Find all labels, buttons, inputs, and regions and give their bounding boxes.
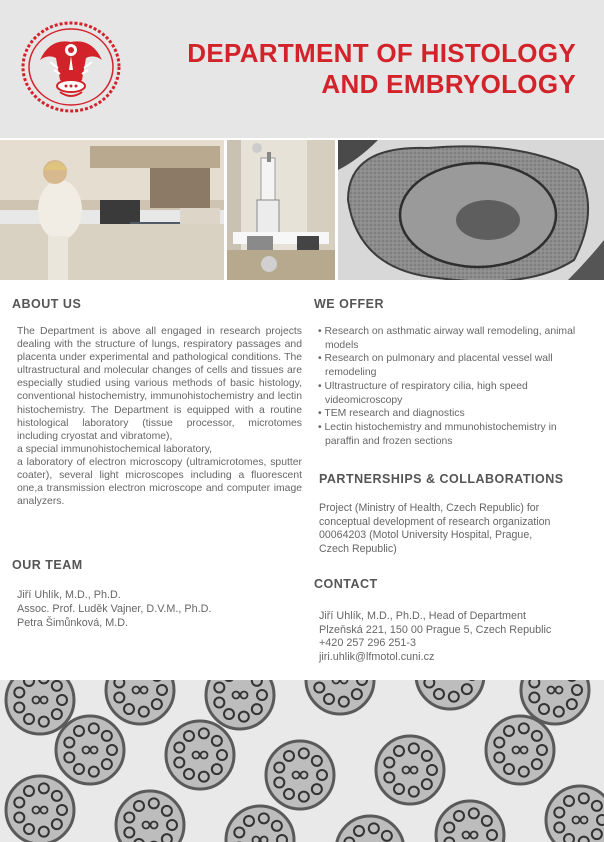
- tem-cell-micrograph: [338, 140, 604, 280]
- partnerships-line: Czech Republic): [319, 543, 397, 556]
- contact-phone: +420 257 296 251-3: [319, 637, 416, 650]
- cilium-cross-section: [336, 816, 404, 842]
- partnerships-heading: PARTNERSHIPS & COLLABORATIONS: [319, 472, 564, 486]
- about-em-lab: a laboratory of electron microscopy (ultramicrotomes, sputter coater), several light microscopes including a fluorescent one,a transmission electron microscope and computer image analyzers.: [17, 456, 302, 508]
- team-heading: OUR TEAM: [12, 558, 83, 572]
- page-title: [187, 38, 576, 100]
- cilium-cross-section: [206, 680, 274, 729]
- team-list: [17, 588, 302, 630]
- cilium-cross-section: [306, 680, 374, 714]
- lab-technician-photo: [0, 140, 224, 280]
- contact-heading: CONTACT: [314, 577, 378, 591]
- partnerships-line: Project (Ministry of Health, Czech Republic) for: [319, 502, 540, 514]
- cilium-cross-section: [56, 716, 124, 784]
- cilium-cross-section: [486, 716, 554, 784]
- contact-name: Jiří Uhlík, M.D., Ph.D., Head of Department: [319, 610, 527, 622]
- list-item: • Research on asthmatic airway wall remodeling, animal models: [318, 325, 590, 352]
- title-line-2: AND EMBRYOLOGY: [321, 69, 576, 99]
- cilium-cross-section: [106, 680, 174, 724]
- pelican-seal-icon: [20, 20, 122, 114]
- offer-heading: WE OFFER: [314, 297, 384, 311]
- about-lab-line: a special immunohistochemical laboratory,: [17, 443, 213, 455]
- page-header: [0, 0, 604, 138]
- about-text: [17, 325, 302, 508]
- contact-email[interactable]: jiri.uhlik@lfmotol.cuni.cz: [319, 651, 435, 664]
- list-item: • Lectin histochemistry and mmunohistochemistry in paraffin and frozen sections: [318, 421, 590, 448]
- list-item: • TEM research and diagnostics: [318, 407, 590, 421]
- list-item: • Ultrastructure of respiratory cilia, high speed videomicroscopy: [318, 380, 590, 407]
- about-heading: ABOUT US: [12, 297, 82, 311]
- cilium-cross-section: [6, 680, 74, 734]
- cilium-cross-section: [266, 741, 334, 809]
- team-member: Jiří Uhlík, M.D., Ph.D.: [17, 589, 121, 601]
- offer-list: [318, 325, 590, 448]
- cilium-cross-section: [436, 801, 504, 842]
- cilium-cross-section: [416, 680, 484, 709]
- about-paragraph: The Department is above all engaged in research projects dealing with the structure of lungs, respiratory passages and placenta under experimental and pathological conditions. The ultrastructural and molecular changes of cells and tissues are especially studied using various methods of basic histology, conventional histochemistry, immunohistochemistry and lectin histochemistry. The Department is equipped with a routine histological laboratory (tissue processor, microtomes including cryostat and vibratome),: [17, 326, 302, 442]
- team-member: Petra Šimůnková, M.D.: [17, 617, 129, 629]
- partnerships-line: conceptual development of research organization: [319, 515, 551, 528]
- cilium-cross-section: [546, 786, 604, 842]
- cilium-cross-section: [226, 806, 294, 842]
- cilium-cross-section: [116, 791, 184, 842]
- electron-microscope-photo: [227, 140, 335, 280]
- list-item: • Research on pulmonary and placental vessel wall remodeling: [318, 352, 590, 379]
- cilium-cross-section: [166, 721, 234, 789]
- cilium-cross-section: [376, 736, 444, 804]
- partnerships-text: [319, 502, 599, 557]
- photo-strip: [0, 140, 604, 280]
- contact-text: [319, 610, 599, 665]
- partnerships-line: 00064203 (Motol University Hospital, Prague,: [319, 529, 533, 542]
- title-line-1: DEPARTMENT OF HISTOLOGY: [187, 38, 576, 68]
- team-member: Assoc. Prof. Luděk Vajner, D.V.M., Ph.D.: [17, 603, 212, 615]
- cilium-cross-section: [6, 776, 74, 842]
- contact-address: Plzeňská 221, 150 00 Prague 5, Czech Republic: [319, 623, 552, 636]
- cilia-cross-section-micrograph: [0, 680, 604, 842]
